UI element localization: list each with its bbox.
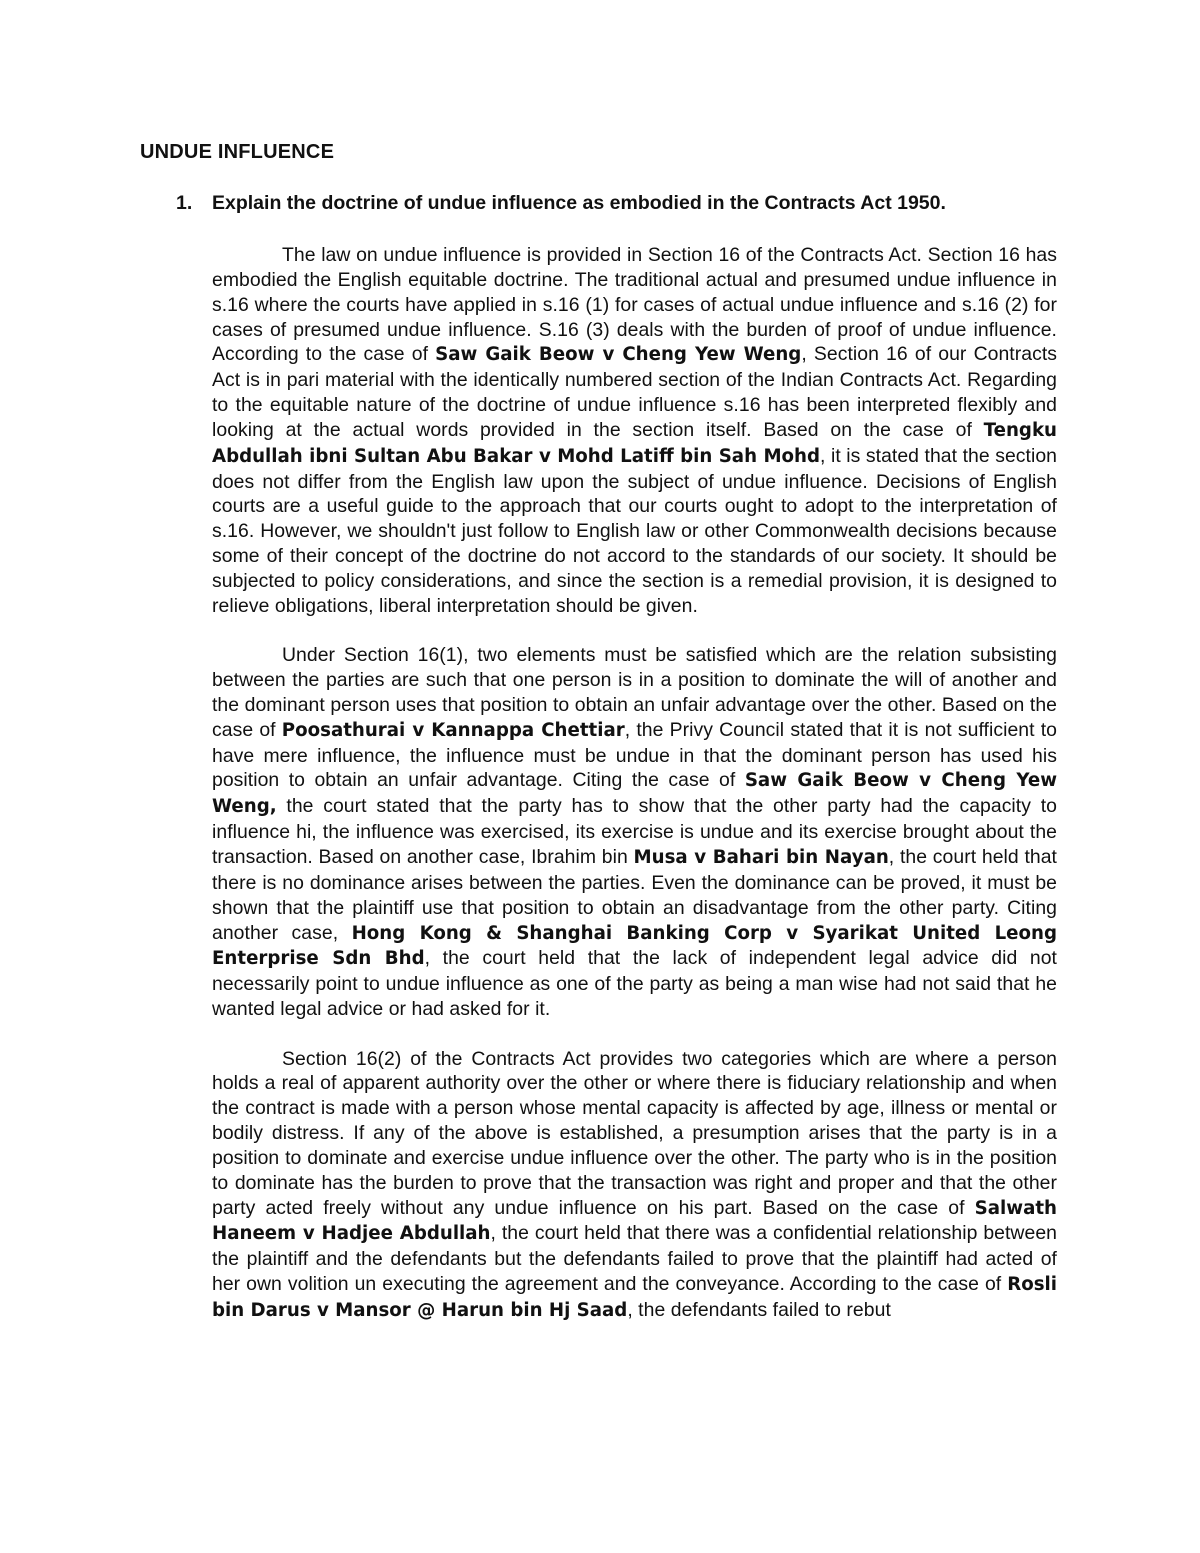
paragraph-text: , Section 16 of our Contracts Act is in pari material with the identically numbered section of the Indian Contracts Act. Regarding to the equitable nature of the doctrine of undue influence s.16 has been interpreted flexibly and looking at the actual words provided in the section itself. Based on the case of [212, 343, 1057, 441]
paragraph-text: , the court held that there is no dominance arises between the parties. Even the dominance can be proved, it must be shown that the plaintiff use that position to obtain an disadvantage from the other party. Citing another case, [212, 846, 1057, 944]
document-title: UNDUE INFLUENCE [140, 141, 335, 163]
case-name: Hong Kong & Shanghai Banking Corp v Syarikat United Leong Enterprise Sdn Bhd [212, 922, 1057, 970]
case-name: Saw Gaik Beow v Cheng Yew Weng [435, 344, 802, 366]
case-name: Salwath Haneem v Hadjee Abdullah [212, 1197, 1057, 1245]
paragraph-text: , it is stated that the section does not differ from the English law upon the subject of undue influence. Decisions of English courts are a useful guide to the approach that our courts ought to adopt to the interpretation of s.16. However, we shouldn't just follow to English law or other Commonwealth decisions because some of their concept of the doctrine do not accord to the standards of our society. It should be subjected to policy considerations, and since the section is a remedial provision, it is designed to relieve obligations, liberal interpretation should be given. [212, 444, 1057, 617]
answer-body [212, 243, 1057, 1324]
question-text: Explain the doctrine of undue influence as embodied in the Contracts Act 1950. [212, 192, 946, 214]
paragraph-text: , the defendants failed to rebut [627, 1298, 891, 1321]
paragraph-text: Under Section 16(1), two elements must be satisfied which are the relation subsisting between the parties are such that one person is in a position to dominate the will of another and the dominant person uses that position to obtain an unfair advantage over the other. Based on the case of [212, 644, 1057, 741]
case-name: Rosli bin Darus v Mansor @ Harun bin Hj Saad [212, 1274, 1057, 1321]
paragraph-text: The law on undue influence is provided in Section 16 of the Contracts Act. Section 16 has embodied the English equitable doctrine. The traditional actual and presumed undue influence in s.16 where the courts have applied in s.16 (1) for cases of actual undue influence and s.16 (2) for cases of presumed undue influence. S.16 (3) deals with the burden of proof of undue influence. According to the case of [212, 244, 1057, 366]
paragraph-1 [212, 243, 1057, 619]
paragraph-text: , the Privy Council stated that it is not sufficient to have mere influence, the influence must be undue in that the dominant person has used his position to obtain an unfair advantage. Citing the case of [212, 718, 1057, 792]
paragraph-2 [212, 643, 1057, 1022]
paragraph-text: , the court held that there was a confidential relationship between the plaintiff and the defendants but the defendants failed to prove that the plaintiff had acted of her own volition un executing the agreement and the conveyance. According to the case of [212, 1222, 1057, 1296]
case-name: Musa v Bahari bin Nayan [633, 847, 889, 868]
paragraph-3 [212, 1047, 1057, 1324]
paragraph-text: , the court held that the lack of independent legal advice did not necessarily point to undue influence as one of the party as being a man wise had not said that he wanted legal advice or had asked for it. [212, 947, 1057, 1021]
case-name: Poosathurai v Kannappa Chettiar [281, 719, 625, 741]
case-name: Tengku Abdullah ibni Sultan Abu Bakar v Mohd Latiff bin Sah Mohd [212, 419, 1057, 467]
question-heading [176, 192, 1076, 215]
paragraph-text: the court stated that the party has to show that the other party had the capacity to influence hi, the influence was exercised, its exercise is undue and its exercise brought about the transaction. Based on another case, Ibrahim bin [212, 795, 1057, 868]
question-number: 1. [176, 192, 193, 214]
paragraph-text: Section 16(2) of the Contracts Act provides two categories which are where a person holds a real of apparent authority over the other or where there is fiduciary relationship and when the contract is made with a person whose mental capacity is affected by age, illness or mental or bodily distress. If any of the above is established, a presumption arises that the party is in a position to dominate and exercise undue influence over the other. The party who is in the position to dominate has the burden to prove that the transaction was right and proper and that the other party acted freely without any undue influence on his part. Based on the case of [212, 1047, 1057, 1219]
case-name: Saw Gaik Beow v Cheng Yew Weng, [212, 770, 1058, 818]
